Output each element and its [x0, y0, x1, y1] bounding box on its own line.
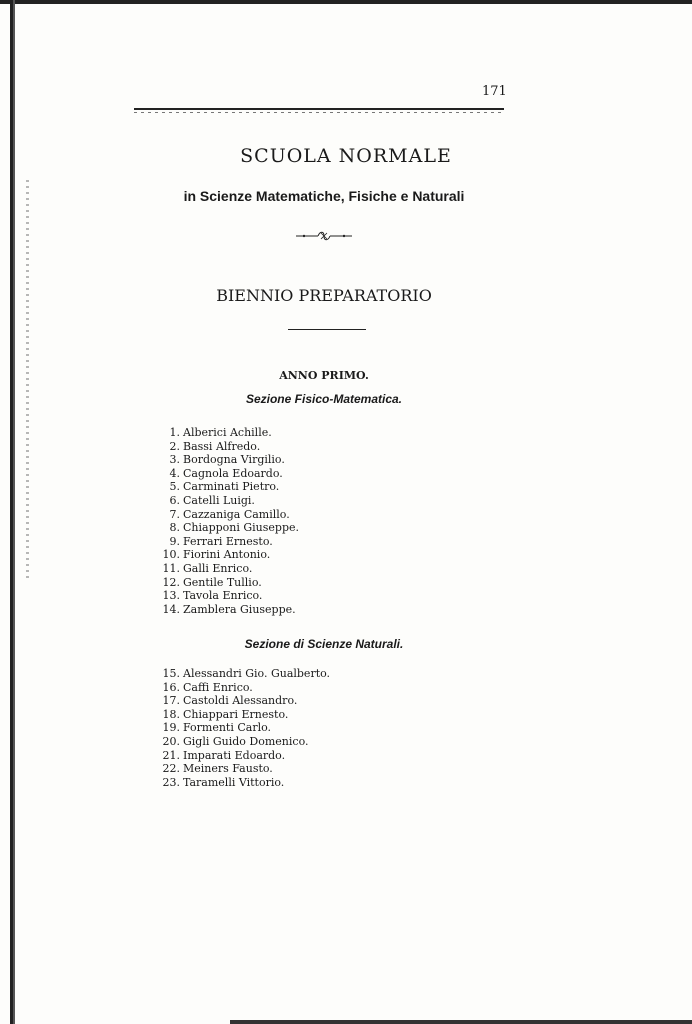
list-item — [162, 681, 330, 695]
student-number: 3. — [169, 453, 180, 467]
list-item — [162, 548, 299, 562]
student-number: 23. — [162, 775, 180, 789]
student-number: 13. — [162, 589, 180, 603]
student-number: 7. — [169, 507, 180, 521]
student-number: 2. — [169, 439, 180, 453]
student-name: Bassi Alfredo. — [183, 439, 261, 453]
student-number: 17. — [162, 694, 180, 708]
student-list-scienze-naturali — [162, 667, 330, 789]
student-name: Zamblera Giuseppe. — [183, 602, 296, 616]
student-name: Gigli Guido Domenico. — [183, 734, 309, 748]
student-number: 14. — [162, 602, 180, 616]
list-item — [162, 453, 299, 467]
list-item — [162, 762, 330, 776]
list-item — [162, 467, 299, 481]
student-number: 8. — [169, 521, 180, 535]
list-item — [162, 535, 299, 549]
section-heading-fisico-matematica: Sezione Fisico-Matematica. — [245, 392, 403, 406]
page-title: SCUOLA NORMALE — [240, 145, 452, 167]
student-name: Catelli Luigi. — [183, 493, 255, 507]
year-heading: ANNO PRIMO. — [279, 369, 369, 382]
student-number: 15. — [162, 667, 180, 680]
student-number: 16. — [162, 680, 180, 694]
student-name: Imparati Edoardo. — [183, 748, 286, 762]
header-rule — [134, 108, 504, 110]
student-list-fisico-matematica — [162, 426, 299, 616]
list-item — [162, 480, 299, 494]
page-number: 171 — [482, 84, 507, 99]
list-item — [162, 721, 330, 735]
section-title: BIENNIO PREPARATORIO — [216, 286, 432, 305]
list-item — [162, 494, 299, 508]
list-item — [162, 508, 299, 522]
student-name: Galli Enrico. — [183, 561, 253, 575]
list-item — [162, 562, 299, 576]
student-name: Chiapponi Giuseppe. — [183, 521, 300, 535]
student-name: Chiappari Ernesto. — [183, 707, 289, 721]
student-name: Castoldi Alessandro. — [183, 694, 298, 708]
student-number: 5. — [169, 480, 180, 494]
list-item — [162, 576, 299, 590]
list-item — [162, 589, 299, 603]
ornament-divider-icon — [296, 230, 352, 242]
student-name: Carminati Pietro. — [183, 480, 280, 494]
student-number: 9. — [169, 534, 180, 548]
student-number: 12. — [162, 575, 180, 589]
scan-top-edge — [0, 0, 692, 4]
section-rule — [288, 329, 366, 330]
student-name: Gentile Tullio. — [183, 575, 262, 589]
student-number: 21. — [162, 748, 180, 762]
student-name: Fiorini Antonio. — [183, 548, 271, 562]
scan-bottom-edge — [230, 1020, 692, 1024]
list-item — [162, 667, 330, 681]
student-name: Meiners Fausto. — [183, 762, 273, 776]
student-name: Tavola Enrico. — [183, 589, 263, 603]
student-number: 10. — [162, 548, 180, 562]
list-item — [162, 603, 299, 617]
student-number: 4. — [169, 466, 180, 480]
student-number: 1. — [169, 426, 180, 439]
student-name: Alessandri Gio. Gualberto. — [183, 667, 331, 680]
student-name: Alberici Achille. — [183, 426, 272, 439]
section-heading-scienze-naturali: Sezione di Scienze Naturali. — [244, 637, 404, 651]
student-number: 20. — [162, 734, 180, 748]
student-number: 19. — [162, 721, 180, 735]
list-item — [162, 749, 330, 763]
student-number: 6. — [169, 493, 180, 507]
student-name: Bordogna Virgilio. — [183, 453, 285, 467]
list-item — [162, 708, 330, 722]
list-item — [162, 735, 330, 749]
list-item — [162, 521, 299, 535]
student-name: Formenti Carlo. — [183, 721, 272, 735]
list-item — [162, 776, 330, 790]
student-name: Taramelli Vittorio. — [183, 775, 285, 789]
list-item — [162, 694, 330, 708]
student-number: 18. — [162, 707, 180, 721]
student-name: Cazzaniga Camillo. — [183, 507, 290, 521]
page-subtitle: in Scienze Matematiche, Fisiche e Naturali — [183, 188, 465, 204]
list-item — [162, 440, 299, 454]
student-name: Ferrari Ernesto. — [183, 534, 273, 548]
list-item — [162, 426, 299, 440]
student-number: 22. — [162, 762, 180, 776]
student-name: Cagnola Edoardo. — [183, 466, 283, 480]
student-name: Caffi Enrico. — [183, 680, 253, 694]
student-number: 11. — [162, 561, 180, 575]
